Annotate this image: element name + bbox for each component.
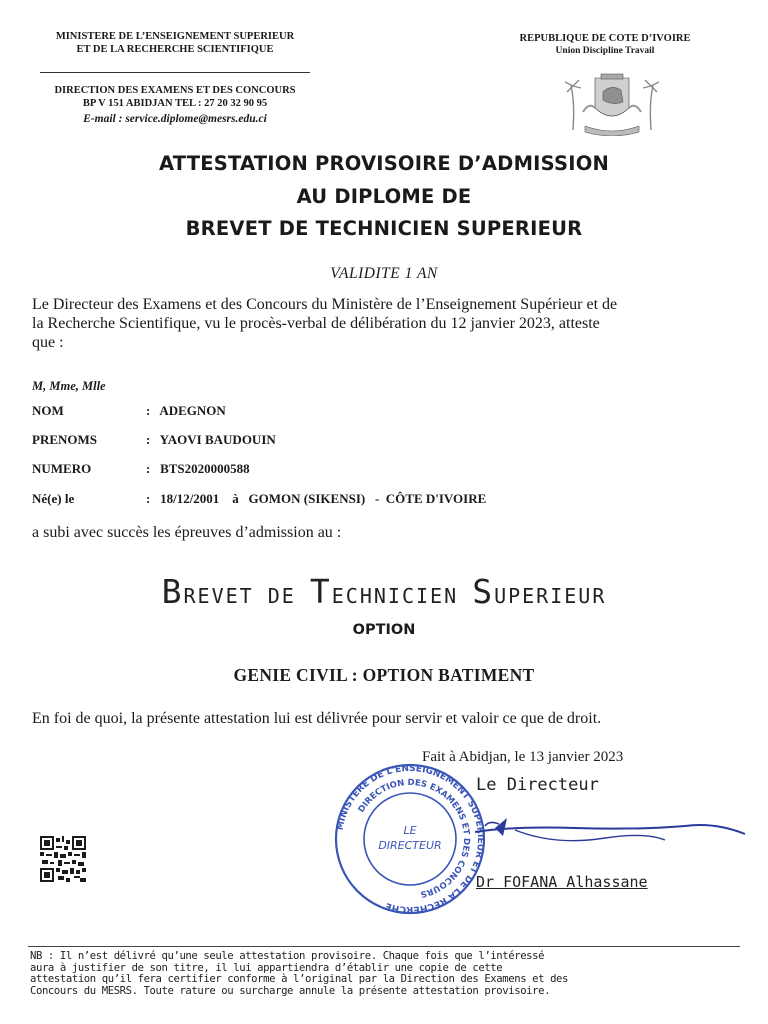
footer-note-line-1: NB : Il n’est délivré qu’une seule attestation provisoire. Chaque fois que l’intéressé xyxy=(30,950,545,962)
stamp-inner-text: DIRECTION DES EXAMENS ET DES CONCOURS xyxy=(356,777,472,899)
qr-code xyxy=(40,836,86,882)
handwritten-signature xyxy=(455,800,755,880)
direction-line-1: DIRECTION DES EXAMENS ET DES CONCOURS xyxy=(54,85,296,96)
ministry-line-2: ET DE LA RECHERCHE SCIENTIFIQUE xyxy=(76,44,274,55)
birth-label: Né(e) le xyxy=(32,491,75,506)
validity-note: VALIDITE 1 AN xyxy=(330,265,438,282)
page-title-line-3: BREVET DE TECHNICIEN SUPERIEUR xyxy=(185,217,583,240)
diploma-w3-rest: ECHNICIEN xyxy=(331,584,459,608)
intro-paragraph xyxy=(32,295,752,352)
page-title-line-1: ATTESTATION PROVISOIRE D’ADMISSION xyxy=(158,152,609,175)
direction-line-2: BP V 151 ABIDJAN TEL : 27 20 32 90 95 xyxy=(82,98,268,109)
closing-statement: En foi de quoi, la présente attestation lui est délivrée pour servir et valoir ce que de droit. xyxy=(32,710,602,727)
stamp-center-directeur: DIRECTEUR xyxy=(378,839,442,852)
birth-value: : 18/12/2001 à GOMON (SIKENSI) - CÔTE D'IVOIRE xyxy=(146,491,487,506)
civility-label: M, Mme, Mlle xyxy=(32,379,106,393)
footer-note-line-3: attestation qu’il fera certifier conforme à l’original par la Direction des Examens et des xyxy=(30,973,569,985)
nom-value: : ADEGNON xyxy=(146,403,226,418)
footer-note-line-4: Concours du MESRS. Toute rature ou surcharge annule la présente attestation provisoire. xyxy=(30,984,551,997)
intro-line-1: Le Directeur des Examens et des Concours du Ministère de l’Enseignement Supérieur et de xyxy=(32,296,618,313)
success-text: a subi avec succès les épreuves d’admission au : xyxy=(32,524,342,541)
specialty: GENIE CIVIL : OPTION BATIMENT xyxy=(233,665,535,685)
prenoms-label: PRENOMS xyxy=(32,432,97,447)
stamp-outer-text: MINISTERE DE L'ENSEIGNEMENT SUPERIEUR ET DE LA RECHERCHE xyxy=(335,763,486,915)
prenoms-value: : YAOVI BAUDOUIN xyxy=(146,432,276,447)
header-divider xyxy=(40,72,310,73)
nom-label: NOM xyxy=(32,403,64,418)
diploma-w1-cap: B xyxy=(161,572,184,611)
intro-line-3: que : xyxy=(32,334,64,351)
option-label: OPTION xyxy=(352,622,416,638)
email-line: E-mail : service.diplome@mesrs.edu.ci xyxy=(83,113,267,125)
diploma-name xyxy=(0,572,768,611)
page-title-line-2: AU DIPLOME DE xyxy=(296,185,472,208)
diploma-w1-rest: REVET xyxy=(183,584,254,608)
republic-motto: Union Discipline Travail xyxy=(555,46,655,56)
coat-of-arms xyxy=(565,72,659,136)
diploma-w3-cap: T xyxy=(309,572,332,611)
diploma-w4-cap: S xyxy=(472,572,495,611)
numero-label: NUMERO xyxy=(32,461,92,476)
numero-value: : BTS2020000588 xyxy=(146,461,250,476)
ministry-line-1: MINISTERE DE L’ENSEIGNEMENT SUPERIEUR xyxy=(55,31,295,42)
signatory-name: Dr FOFANA Alhassane xyxy=(476,873,648,891)
stamp-center-le: LE xyxy=(403,824,417,837)
diploma-w4-rest: UPERIEUR xyxy=(494,584,607,608)
intro-line-2: la Recherche Scientifique, vu le procès-verbal de délibération du 12 janvier 2023, atteste xyxy=(32,315,600,332)
footer-note-line-2: aura à justifier de son titre, il lui appartiendra d’établir une copie de cette xyxy=(30,961,503,974)
republic-name: REPUBLIQUE DE COTE D’IVOIRE xyxy=(519,33,691,44)
ministry-header xyxy=(20,30,330,56)
place-date: Fait à Abidjan, le 13 janvier 2023 xyxy=(422,749,624,765)
signatory-title: Le Directeur xyxy=(476,775,599,795)
diploma-w2: DE xyxy=(267,584,296,608)
footer-note xyxy=(30,951,740,997)
republic-header xyxy=(455,32,755,58)
direction-header xyxy=(20,84,330,126)
footer-divider xyxy=(28,946,740,947)
